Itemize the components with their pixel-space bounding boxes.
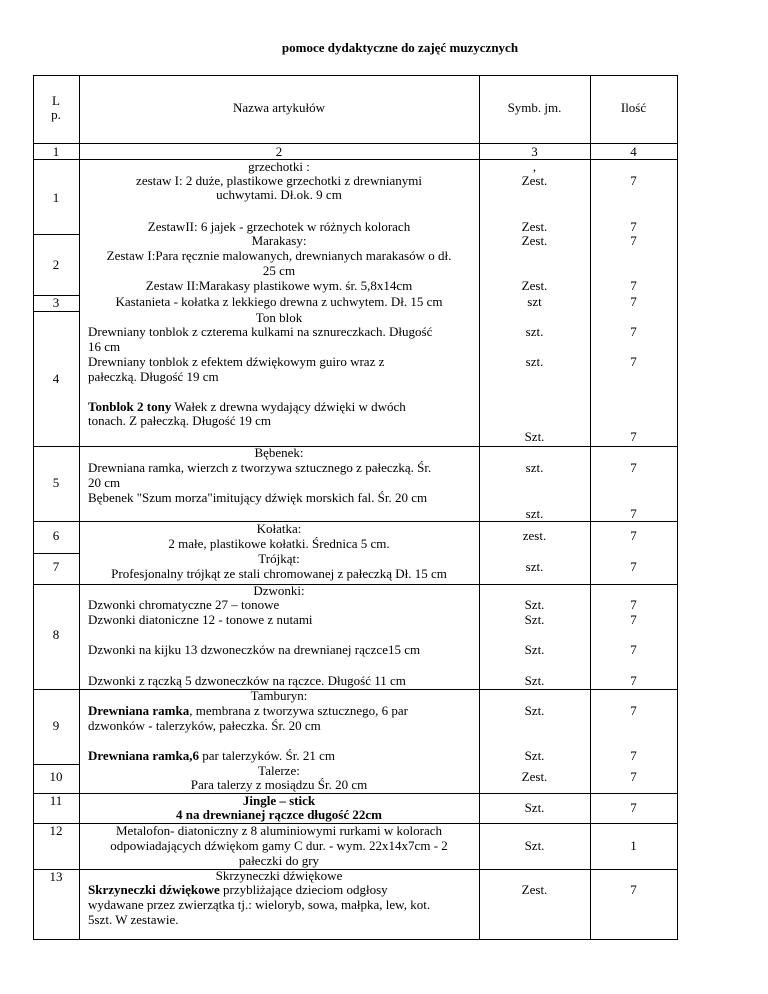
item-line: Wałek z drewna wydający dźwięki w dwóch — [171, 399, 406, 414]
qty-value: 7 — [630, 233, 637, 248]
qty-value: 7 — [630, 882, 637, 897]
unit-value: Zest. — [521, 278, 548, 293]
item-line: Tamburyn: — [250, 688, 308, 703]
unit-value: Szt. — [524, 597, 545, 612]
row-number: 1 — [52, 190, 60, 205]
item-line: Dzwonki na kijku 13 dzwoneczków na drewnianej rączce15 cm — [88, 642, 421, 657]
qty-value: 7 — [630, 769, 637, 784]
unit-value: szt. — [525, 559, 544, 574]
row-number: 4 — [52, 371, 60, 386]
qty-value: 7 — [630, 528, 637, 543]
unit-value: Szt. — [524, 673, 545, 688]
unit-value: Zest. — [521, 219, 548, 234]
item-line: ZestawII: 6 jajek - grzechotek w różnych kolorach — [147, 219, 411, 234]
row-number: 3 — [52, 295, 60, 310]
unit-value: szt. — [525, 460, 544, 475]
unit-value: Szt. — [524, 612, 545, 627]
qty-value: 7 — [630, 559, 637, 574]
item-line: wydawane przez zwierzątka tj.: wieloryb, sowa, małpka, lew, kot. — [88, 897, 431, 912]
item-line-bold: 4 na drewnianej rączce długość 22cm — [176, 807, 382, 822]
item-line: Dzwonki z rączką 5 dzwoneczków na rączce. Długość 11 cm — [88, 673, 406, 688]
row-number: 7 — [52, 559, 60, 574]
item-line: Zestaw I:Para ręcznie malowanych, drewnianych marakasów o dł. — [106, 248, 452, 263]
qty-value: 7 — [630, 294, 637, 309]
column-number: 3 — [531, 144, 538, 159]
item-line: imitujący dźwięk morskich fal. Śr. 20 cm — [212, 490, 428, 505]
qty-value: 7 — [630, 219, 637, 234]
item-line: Para talerzy z mosiądzu Śr. 20 cm — [190, 777, 368, 792]
item-line: Metalofon- diatoniczny z 8 aluminiowymi rurkami w kolorach — [116, 823, 442, 838]
unit-value: szt. — [525, 506, 544, 521]
item-line: Marakasy: — [251, 233, 307, 248]
item-line: zestaw I: 2 duże, plastikowe grzechotki z drewnianymi — [136, 173, 422, 188]
item-line: Dzwonki chromatyczne 27 – tonowe — [88, 597, 280, 612]
item-line: Profesjonalny trójkąt ze stali chromowanej z pałeczką Dł. 15 cm — [111, 566, 447, 581]
unit-value: Szt. — [524, 748, 545, 763]
item-line: Bębenek: — [254, 445, 304, 460]
unit-value: Szt. — [524, 703, 545, 718]
unit-value: Zest. — [521, 882, 548, 897]
unit-value: szt. — [525, 324, 544, 339]
qty-value: 1 — [630, 838, 637, 853]
qty-value: 7 — [630, 354, 637, 369]
row-number: 11 — [49, 793, 63, 808]
item-line: uchwytami. Dł.ok. 9 cm — [216, 187, 342, 202]
item-line: pałeczki do gry — [238, 853, 320, 868]
table-border-top — [33, 75, 678, 76]
item-line: Dzwonki diatoniczne 12 - tonowe z nutami — [88, 612, 313, 627]
qty-value: 7 — [630, 173, 637, 188]
item-line: pałeczką. Długość 19 cm — [88, 369, 219, 384]
item-line: Drewniany tonblok z efektem dźwiękowym guiro wraz z — [88, 354, 385, 369]
item-line: Skrzyneczki dźwiękowe — [215, 868, 343, 883]
item-line: Ton blok — [255, 310, 303, 325]
header-lp-line1: L — [52, 93, 60, 108]
item-line: , membrana z tworzywa sztucznego, 6 par — [189, 703, 408, 718]
unit-value: Szt. — [524, 429, 545, 444]
item-line: Kastanieta - kołatka z lekkiego drewna z uchwytem. Dł. 15 cm — [115, 294, 443, 309]
item-line: Dzwonki: — [253, 583, 305, 598]
item-line: Drewniana ramka, wierzch z tworzywa sztucznego z pałeczką. Śr. — [88, 460, 432, 475]
item-line: odpowiadających dźwiękom gamy C dur. - wym. 22x14x7cm - 2 — [110, 838, 448, 853]
column-number: 4 — [630, 144, 637, 159]
row-number: 8 — [52, 627, 60, 642]
item-line: tonach. Z pałeczką. Długość 19 cm — [88, 413, 272, 428]
item-line-bold: Tonblok 2 tony — [88, 399, 172, 414]
unit-value: Szt. — [524, 642, 545, 657]
qty-value: 7 — [630, 324, 637, 339]
item-line: Kołatka: — [256, 521, 302, 536]
unit-value: szt. — [525, 354, 544, 369]
row-number: 12 — [49, 823, 63, 838]
qty-value: 7 — [630, 642, 637, 657]
item-line-bold: Drewniana ramka,6 — [88, 748, 199, 763]
qty-value: 7 — [630, 673, 637, 688]
header-unit: Symb. jm. — [507, 100, 562, 115]
row-divider — [33, 143, 678, 144]
item-line: Trójkąt: — [258, 551, 300, 566]
row-number: 10 — [49, 769, 63, 784]
row-divider — [33, 234, 79, 235]
unit-value: Zest. — [521, 173, 548, 188]
column-number: 1 — [52, 144, 60, 159]
unit-value: Szt. — [524, 838, 545, 853]
qty-value: 7 — [630, 278, 637, 293]
row-number: 9 — [52, 718, 60, 733]
item-line-bold: Jingle – stick — [242, 793, 316, 808]
qty-value: 7 — [630, 800, 637, 815]
column-number: 2 — [275, 144, 283, 159]
unit-comma: , — [532, 159, 537, 174]
item-line: par talerzyków. Śr. 21 cm — [198, 748, 335, 763]
row-divider — [33, 311, 79, 312]
item-line: 25 cm — [262, 263, 296, 278]
row-divider — [33, 553, 79, 554]
item-line: dzwonków - talerzyków, pałeczka. Śr. 20 cm — [88, 718, 321, 733]
qty-value: 7 — [630, 612, 637, 627]
item-line: Talerze: — [258, 763, 300, 778]
item-line: przybliżające dzieciom odgłosy — [219, 882, 388, 897]
item-line: 20 cm — [88, 475, 121, 490]
qty-value: 7 — [630, 429, 637, 444]
row-number: 13 — [49, 869, 63, 884]
qty-value: 7 — [630, 597, 637, 612]
unit-value: Szt. — [524, 800, 545, 815]
qty-value: 7 — [630, 703, 637, 718]
unit-value: Zest. — [521, 769, 548, 784]
item-line: Zestaw II:Marakasy plastikowe wym. śr. 5,8x14cm — [145, 278, 413, 293]
item-line: 2 małe, plastikowe kołatki. Średnica 5 cm. — [168, 536, 390, 551]
table-border-right — [677, 75, 678, 940]
unit-value: zest. — [522, 528, 547, 543]
qty-value: 7 — [630, 748, 637, 763]
page-title: pomoce dydaktyczne do zajęć muzycznych — [281, 40, 519, 55]
item-line-bold: Drewniana ramka — [88, 703, 190, 718]
unit-value: szt — [527, 294, 542, 309]
row-number: 5 — [52, 475, 60, 490]
item-line: 5szt. W zestawie. — [88, 912, 179, 927]
item-line: Bębenek "Szum morza" — [88, 490, 213, 505]
item-line: grzechotki : — [248, 159, 310, 174]
row-number: 2 — [52, 257, 60, 272]
header-name: Nazwa artykułów — [232, 100, 326, 115]
header-lp-line2: p. — [51, 107, 61, 122]
row-divider — [33, 764, 79, 765]
item-line-bold: Skrzyneczki dźwiękowe — [88, 882, 220, 897]
qty-value: 7 — [630, 506, 637, 521]
unit-value: Zest. — [521, 233, 548, 248]
item-line: Drewniany tonblok z czterema kulkami na sznureczkach. Długość — [88, 324, 433, 339]
item-line: 16 cm — [88, 339, 121, 354]
row-number: 6 — [52, 528, 60, 543]
header-qty: Ilość — [620, 100, 647, 115]
qty-value: 7 — [630, 460, 637, 475]
table-border-bottom — [33, 939, 678, 940]
